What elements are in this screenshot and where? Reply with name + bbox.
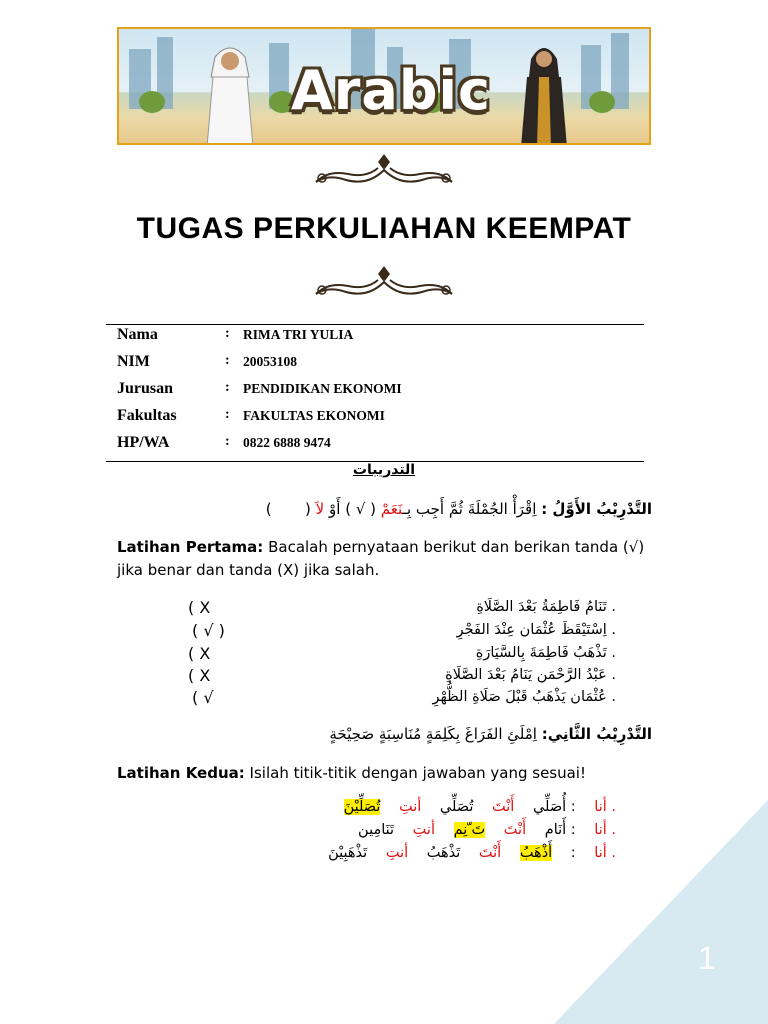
- info-row-fakultas: [0, 407, 768, 433]
- pronoun: أنتِ: [385, 845, 409, 861]
- exercise2-text-ar: اِمْلَئِ الفَرَاغَ بِكَلِمَةٍ مُنَاسِبَةٍ صَحِيْحَةٍ: [329, 725, 537, 743]
- info-value: RIMA TRI YULIA: [243, 327, 354, 342]
- exercise1-answer: ( X: [188, 666, 211, 685]
- or-word: أَوْ: [329, 500, 341, 518]
- info-colon: :: [225, 326, 230, 341]
- pronoun: . أنا: [594, 799, 616, 815]
- flourish-ornament-icon: [308, 152, 460, 192]
- answer-highlight: أَذْهَبُ: [519, 845, 553, 861]
- exercise1-item: . عَبْدُ الرَّحْمَن يَنَامُ بَعْدَ الصَّلَاةِ: [445, 667, 616, 683]
- exercises-heading: التدريبات: [352, 462, 416, 478]
- pronoun: أنتِ: [399, 799, 422, 815]
- info-label: Fakultas: [117, 407, 177, 424]
- verb: : أُصَلِّي: [532, 799, 576, 815]
- colon: :: [570, 845, 576, 861]
- exercise1-item: . تَنَامُ فَاطِمَةُ بَعْدَ الصَّلَاةِ: [476, 599, 616, 615]
- info-label: HP/WA: [117, 434, 170, 451]
- exercise1-text-ar: اِقْرَأْ الجُمْلَةَ ثُمَّ أَجِب بِـ: [402, 500, 537, 518]
- info-colon: :: [225, 353, 230, 368]
- arab-man-figure: [201, 37, 259, 145]
- tree: [139, 91, 165, 113]
- verb: تُصَلِّي: [439, 799, 474, 815]
- exercise1-instruction-latin: [117, 536, 657, 582]
- page-number: 1: [698, 940, 716, 976]
- verb: تَذْهَبِيْنَ: [328, 845, 368, 861]
- yes-word: نَعَمْ: [380, 500, 403, 518]
- arabic-banner: [117, 27, 651, 145]
- info-row-jurusan: [0, 380, 768, 406]
- pronoun: أنتِ: [412, 822, 435, 838]
- exercise2-latin-label: Latihan Kedua:: [117, 764, 245, 782]
- exercise2-instruction-ar: [329, 725, 652, 743]
- exercise1-answer: ( √: [192, 688, 214, 707]
- tree: [589, 91, 615, 113]
- exercise1-item: . عُثْمَان يَذْهَبُ قَبْلَ صَلَاةِ الظُّهْرِ: [432, 689, 616, 705]
- info-row-nim: [0, 353, 768, 379]
- exercise1-item: . تَذْهَبُ فَاطِمَةَ بِالسَّيَارَةِ: [475, 645, 616, 661]
- exercise1-answer: ( X: [188, 644, 211, 663]
- divider: [106, 324, 644, 325]
- exercise1-label-ar: التَّدْرِيْبُ الأَوَّلُ :: [541, 500, 652, 518]
- info-label: NIM: [117, 353, 150, 370]
- exercise1-item: . اِسْتَيْقَظَ عُثْمَان عِنْدَ الفَجْرِ: [456, 622, 616, 638]
- info-row-nama: [0, 326, 768, 352]
- info-label: Nama: [117, 326, 158, 343]
- exercise1-latin-label: Latihan Pertama:: [117, 538, 264, 556]
- info-value: 20053108: [243, 354, 297, 369]
- exercise1-latin-text: Bacalah pernyataan berikut dan berikan tanda (√) jika benar dan tanda (X) jika salah.: [117, 538, 645, 579]
- pronoun: أَنْتَ: [503, 822, 527, 838]
- yes-mark: ( √ ): [345, 500, 377, 518]
- info-value: PENDIDIKAN EKONOMI: [243, 381, 402, 396]
- answer-highlight: تُصَلِّيْنَ: [343, 799, 381, 815]
- exercise2-instruction-latin: [117, 762, 586, 785]
- verb: تَذْهَبُ: [426, 845, 461, 861]
- info-label: Jurusan: [117, 380, 174, 397]
- arab-woman-figure: [517, 37, 571, 145]
- exercise2-latin-text: Isilah titik-titik dengan jawaban yang sesuai!: [249, 764, 586, 782]
- no-word: لاَ: [315, 500, 325, 518]
- info-value: FAKULTAS EKONOMI: [243, 408, 385, 423]
- info-colon: :: [225, 407, 230, 422]
- info-colon: :: [225, 434, 230, 449]
- verb: تَنَامِين: [358, 822, 395, 838]
- corner-triangle: [554, 800, 768, 1024]
- banner-word: Arabic: [291, 59, 492, 122]
- info-value: 0822 6888 9474: [243, 435, 331, 450]
- pronoun: أَنْتَ: [492, 799, 515, 815]
- info-row-hpwa: [0, 434, 768, 460]
- page-title: TUGAS PERKULIAHAN KEEMPAT: [136, 212, 632, 245]
- exercise1-answer: ( X: [188, 598, 211, 617]
- answer-highlight: تَ ّنِم: [453, 822, 486, 838]
- info-colon: :: [225, 380, 230, 395]
- verb: : أَنَام: [544, 822, 576, 838]
- flourish-ornament-icon: [308, 264, 460, 304]
- exercise1-answer: ( √ ): [192, 621, 225, 640]
- pronoun: . أنا: [594, 822, 616, 838]
- exercise2-label-ar: التَّدْرِيْبُ الثَّانِي:: [541, 725, 652, 743]
- pronoun: أَنْتَ: [478, 845, 502, 861]
- pronoun: . أنا: [594, 845, 616, 861]
- no-mark: ( ): [265, 500, 311, 518]
- exercise1-instruction-ar: [266, 500, 652, 518]
